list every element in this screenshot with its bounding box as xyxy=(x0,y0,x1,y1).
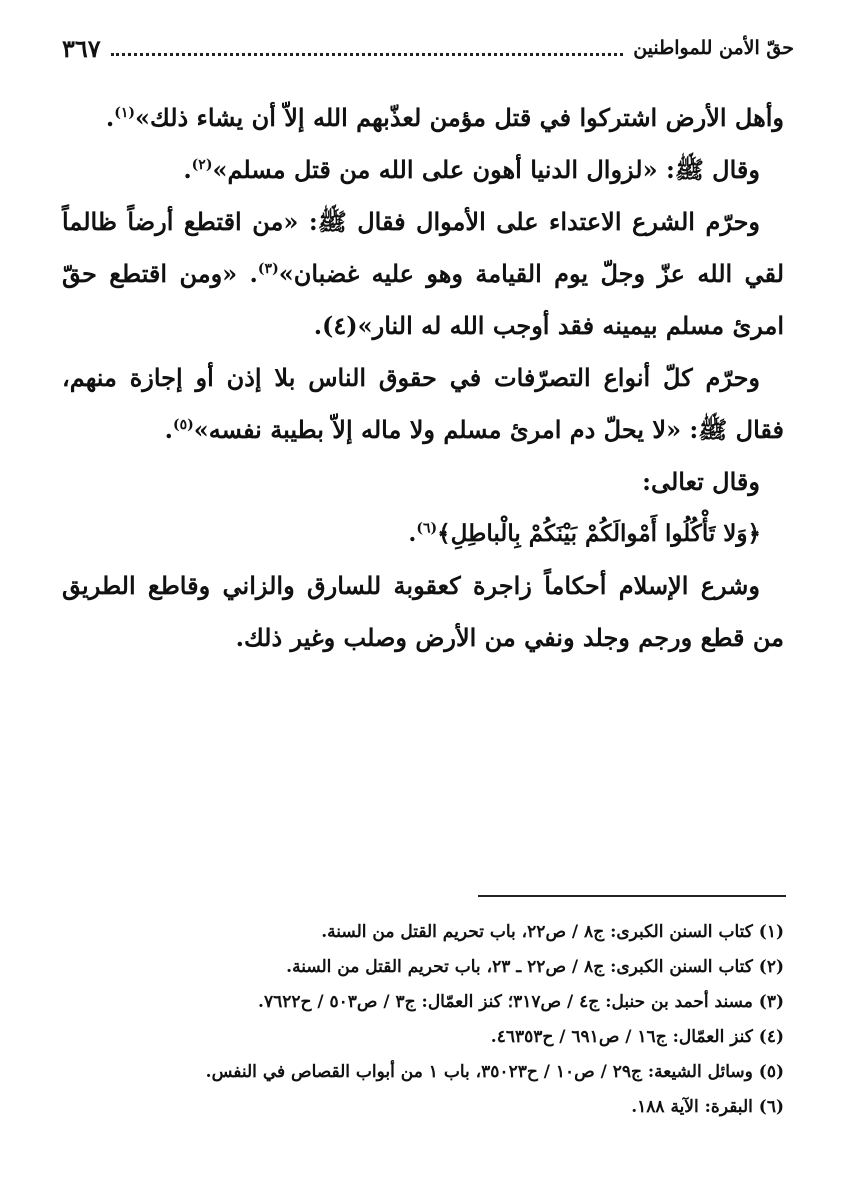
paragraph: وحرّم الشرع الاعتداء على الأموال فقال ﷺ: «من اقتطع أرضاً ظالماً لقي الله عزّ وجلّ يوم القيامة وهو عليه غضبان»$^{(٣)}$. «ومن اقتطع حقّ امرئ مسلم بيمينه فقد أوجب الله له النار»(٤). xyxy=(62,207,785,340)
paragraph: وقال تعالى: xyxy=(642,467,760,496)
footnote-ref: (٥) xyxy=(172,417,194,433)
footnote: (٤) كنز العمّال: ج١٦ / ص٦٩١ / ح٤٦٣٥٣. xyxy=(490,1027,784,1047)
paragraph: وشرع الإسلام أحكاماً زاجرة كعقوبة للسارق والزاني وقاطع الطريق من قطع ورجم وجلد ونفي من الأرض وصلب وغير ذلك. xyxy=(62,571,784,652)
footnote: (٦) البقرة: الآية ١٨٨. xyxy=(631,1097,784,1117)
footnote: (٣) مسند أحمد بن حنبل: ج٤ / ص٣١٧؛ كنز العمّال: ج٣ / ص٥٠٣ / ح٧٦٢٢. xyxy=(258,992,784,1012)
footnotes xyxy=(62,915,784,1125)
header-leader-dots xyxy=(111,53,624,56)
paragraph: وقال ﷺ: «لزوال الدنيا أهون على الله من قتل مسلم»$^{(٢)}$. xyxy=(183,155,760,184)
main-text xyxy=(62,92,784,664)
page-number: ٣٦٧ xyxy=(62,33,101,63)
paragraph: وحرّم كلّ أنواع التصرّفات في حقوق الناس بلا إذن أو إجازة منهم، فقال ﷺ: «لا يحلّ دم امرئ مسلم ولا ماله إلاّ بطيبة نفسه»$^{(٥)}$. xyxy=(62,363,784,444)
footnote-separator xyxy=(478,895,786,897)
footnote: (٥) وسائل الشيعة: ج٢٩ / ص١٠ / ح٣٥٠٢٣، باب ١ من أبواب القصاص في النفس. xyxy=(205,1062,784,1082)
footnote: (٢) كتاب السنن الكبرى: ج٨ / ص٢٢ ـ ٢٣، باب تحريم القتل من السنة. xyxy=(286,957,784,977)
running-header xyxy=(62,30,794,66)
quran-verse: ﴿وَلا تَأْكُلُوا أَمْوالَكُمْ بَيْنَكُمْ بِالْباطِلِ﴾$^{(٦)}$. xyxy=(408,520,761,547)
footnote: (١) كتاب السنن الكبرى: ج٨ / ص٢٢، باب تحريم القتل من السنة. xyxy=(321,922,784,942)
footnote-ref: (٦) xyxy=(416,520,438,537)
footnote-ref: (١) xyxy=(114,105,135,121)
footnote-ref: (٣) xyxy=(257,261,279,277)
running-title: حقّ الأمن للمواطنين xyxy=(633,37,794,59)
footnote-ref: (٢) xyxy=(191,157,213,173)
paragraph: وأهل الأرض اشتركوا في قتل مؤمن لعذّبهم الله إلاّ أن يشاء ذلك»$^{(١)}$. xyxy=(105,103,784,132)
